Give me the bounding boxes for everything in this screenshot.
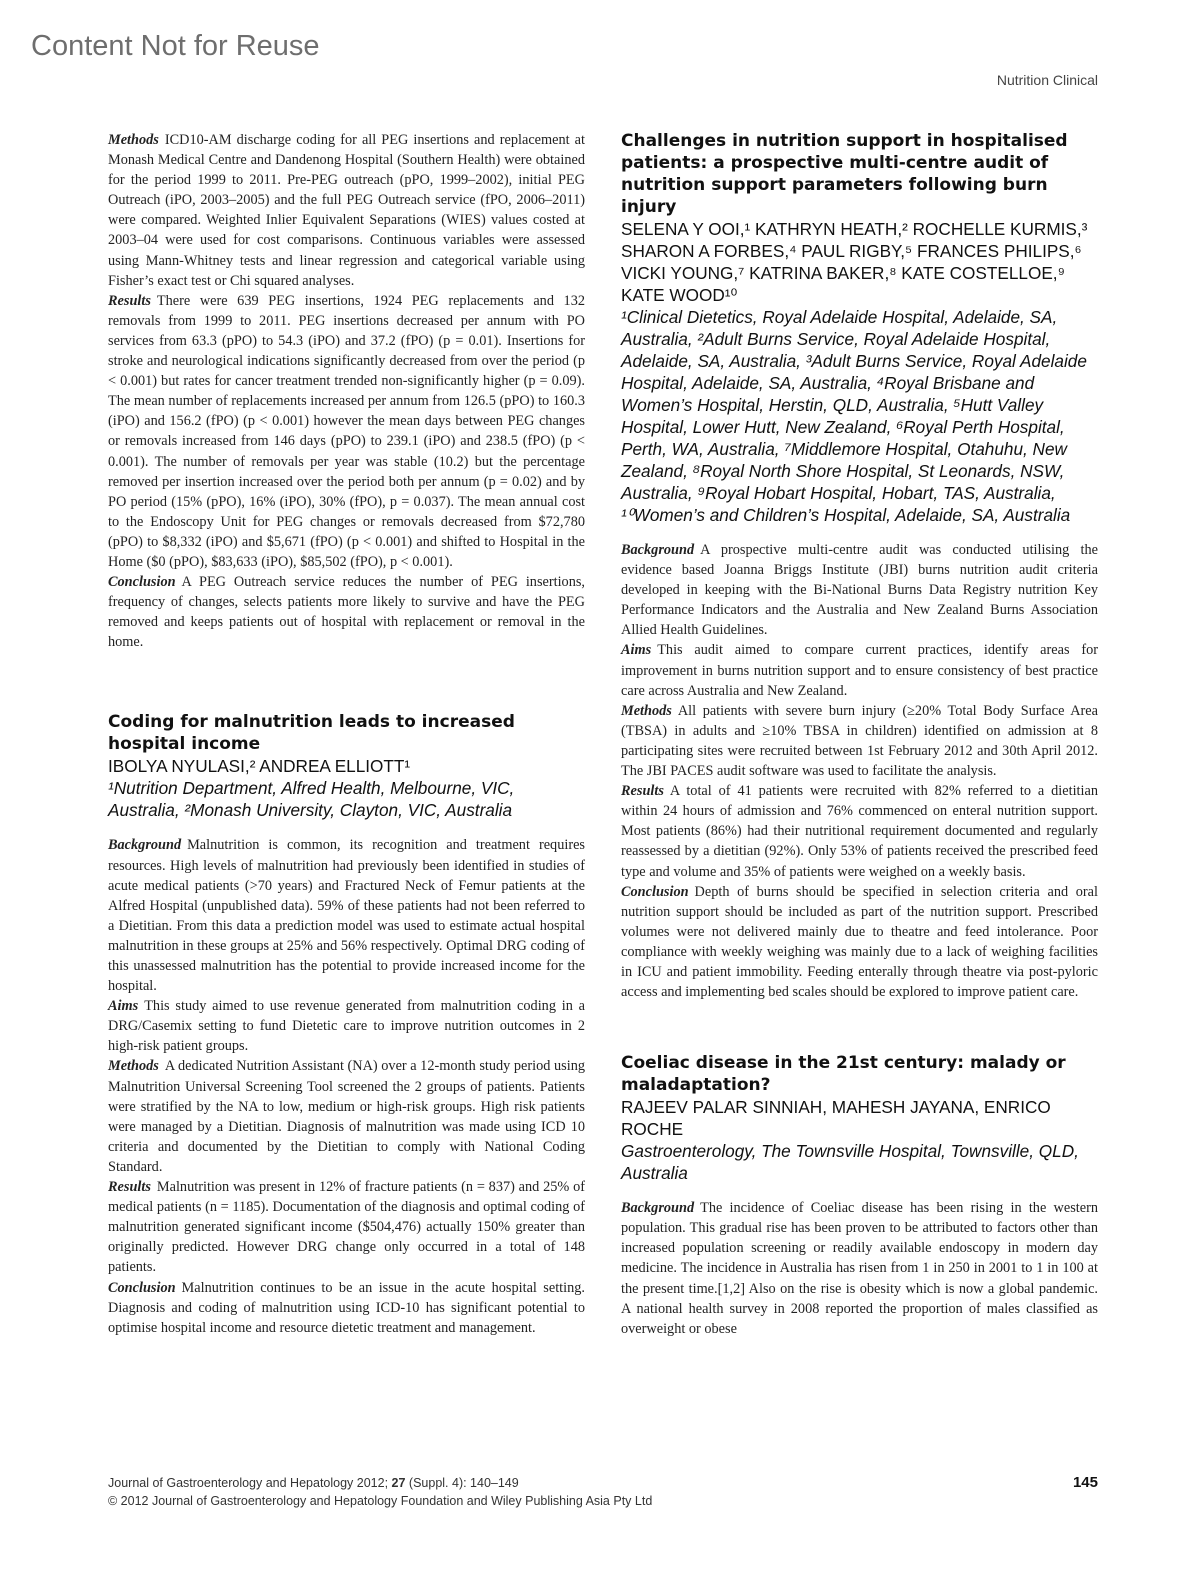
page-number: 145 bbox=[1072, 1474, 1098, 1491]
journal-volume: 27 bbox=[391, 1476, 406, 1490]
conclusion-paragraph bbox=[621, 882, 1098, 1003]
author-list: IBOLYA NYULASI,² ANDREA ELLIOTT¹ bbox=[108, 756, 411, 777]
conclusion-label: Conclusion bbox=[108, 1279, 176, 1296]
methods-label: Methods bbox=[108, 132, 159, 148]
conclusion-label: Conclusion bbox=[108, 574, 176, 591]
conclusion-paragraph bbox=[108, 1278, 585, 1338]
abstract-peg-outreach bbox=[108, 130, 585, 652]
affiliation-list: Gastroenterology, The Townsville Hospital, Townsville, QLD, Australia bbox=[621, 1141, 1079, 1184]
methods-text: All patients with severe burn injury (≥20% Total Body Surface Area (TBSA) in adults and ≥10% TBSA in children) identified on admission at 8 participating sites were recruited between 1st February 2012 and 30th April 2012. The JBI PACES audit software was used to facilitate the analysis. bbox=[621, 702, 1098, 780]
conclusion-paragraph bbox=[108, 572, 585, 652]
abstract-title: Coeliac disease in the 21st century: malady or maladaptation? bbox=[621, 1053, 1066, 1096]
abstract-title: Challenges in nutrition support in hospitalised patients: a prospective multi-centre audit of nutrition support parameters following burn injury bbox=[621, 131, 1068, 217]
aims-label: Aims bbox=[621, 642, 652, 659]
background-label: Background bbox=[621, 542, 695, 558]
background-label: Background bbox=[108, 837, 182, 854]
abstract-burns-nutrition bbox=[621, 130, 1098, 1002]
affiliation-list: ¹Clinical Dietetics, Royal Adelaide Hospital, Adelaide, SA, Australia, ²Adult Burns Service, Royal Adelaide Hospital, Adelaide, SA, Australia, ³Adult Burns Service, Royal Adelaide Hospital, Adelaide, SA, Australia, ⁴Royal Brisbane and Women’s Hospital, Herstin, QLD, Australia, ⁵Hutt Valley Hospital, Lower Hutt, New Zealand, ⁶Royal Perth Hospital, Perth, WA, Australia, ⁷Middlemore Hospital, Otahuhu, New Zealand, ⁸Royal North Shore Hospital, St Leonards, NSW, Australia, ⁹Royal Hobart Hospital, Hobart, TAS, Australia, ¹⁰Women’s and Children’s Hospital, Adelaide, SA, Australia bbox=[621, 307, 1087, 525]
aims-text: This study aimed to use revenue generated from malnutrition coding in a DRG/Casemix setting to fund Dietetic care to improve nutrition outcomes in 2 high-risk patient groups. bbox=[108, 998, 585, 1055]
journal-name: Journal of Gastroenterology and Hepatology 2012; bbox=[108, 1476, 392, 1490]
results-paragraph bbox=[108, 1177, 585, 1277]
background-text: A prospective multi-centre audit was conducted utilising the evidence based Joanna Briggs Institute (JBI) burns nutrition audit criteria developed in keeping with the Bi-National Burns Data Registry nutrition Key Performance Indicators and the Australia and New Zealand Burns Association Allied Health Guidelines. bbox=[621, 542, 1098, 639]
results-label: Results bbox=[108, 1179, 151, 1196]
methods-label: Methods bbox=[108, 1058, 159, 1075]
conclusion-text: A PEG Outreach service reduces the number of PEG insertions, frequency of changes, selects patients more likely to survive and have the PEG removed and keeps patients out of hospital with replacement or removal in the home. bbox=[108, 574, 585, 651]
background-paragraph bbox=[621, 540, 1098, 640]
methods-paragraph bbox=[108, 1056, 585, 1177]
abstract-coding-malnutrition bbox=[108, 711, 585, 1337]
copyright-notice: © 2012 Journal of Gastroenterology and Hepatology Foundation and Wiley Publishing Asia Pty Ltd bbox=[108, 1494, 653, 1508]
aims-label: Aims bbox=[108, 998, 139, 1015]
aims-paragraph bbox=[108, 996, 585, 1056]
conclusion-text: Malnutrition continues to be an issue in the acute hospital setting. Diagnosis and coding of malnutrition using ICD-10 has significant potential to optimise hospital income and resource dietetic treatment and management. bbox=[108, 1279, 585, 1336]
right-column bbox=[621, 130, 1098, 1339]
author-list: RAJEEV PALAR SINNIAH, MAHESH JAYANA, ENRICO ROCHE bbox=[621, 1097, 1051, 1140]
watermark: Content Not for Reuse bbox=[31, 30, 320, 62]
results-label: Results bbox=[108, 292, 151, 309]
results-paragraph bbox=[621, 781, 1098, 881]
background-text: Malnutrition is common, its recognition and treatment requires resources. High levels of malnutrition had previously been identified in studies of acute medical patients (>70 years) and Fractured Neck of Femur patients at the Alfred Hospital (unpublished data). 59% of these patients had not been referred to a Dietitian. From this data a prediction model was used to estimate actual hospital malnutrition in these groups at 25% and 56% respectively. Optimal DRG coding of this unassessed malnutrition has the potential to provide increased income for the hospital. bbox=[108, 837, 585, 995]
left-column bbox=[108, 130, 585, 1338]
results-text: Malnutrition was present in 12% of fracture patients (n = 837) and 25% of medical patients (n = 1185). Documentation of the diagnosis and optimal coding of malnutrition generated significant income ($504,476) actually 150% greater than originally predicted. However DRG change only occurred in a total of 148 patients. bbox=[108, 1179, 585, 1276]
results-paragraph bbox=[108, 291, 585, 572]
journal-issue-pages: (Suppl. 4): 140–149 bbox=[405, 1476, 519, 1490]
aims-text: This audit aimed to compare current practices, identify areas for improvement in burns nutrition support and to ensure consistency of best practice care across Australia and New Zealand. bbox=[621, 642, 1098, 699]
author-list: SELENA Y OOI,¹ KATHRYN HEATH,² ROCHELLE KURMIS,³ SHARON A FORBES,⁴ PAUL RIGBY,⁵ FRANCES PHILIPS,⁶ VICKI YOUNG,⁷ KATRINA BAKER,⁸ KATE COSTELLOE,⁹ KATE WOOD¹⁰ bbox=[621, 219, 1088, 305]
methods-text: A dedicated Nutrition Assistant (NA) over a 12-month study period using Malnutrition Universal Screening Tool screened the 2 groups of patients. Patients were stratified by the NA to low, medium or high-risk groups. High risk patients were managed by a Dietitian. Diagnosis of malnutrition was made using ICD 10 criteria and documented by the Dietitian to comply with National Coding Standard. bbox=[108, 1058, 585, 1175]
methods-text: ICD10-AM discharge coding for all PEG insertions and replacement at Monash Medical Centre and Dandenong Hospital (Southern Health) were obtained for the period 1999 to 2011. Pre-PEG outreach (pPO, 1999–2002), initial PEG Outreach (iPO, 2003–2005) and the full PEG Outreach service (fPO, 2006–2011) were compared. Weighted Inlier Equivalent Separations (WIES) values costed at 2003–04 were used for cost comparisons. Continuous variables were assessed using Mann-Whitney tests and linear regression and categorical variable using Fisher’s exact test or Chi squared analyses. bbox=[108, 132, 585, 289]
conclusion-label: Conclusion bbox=[621, 883, 689, 900]
methods-label: Methods bbox=[621, 702, 672, 719]
abstract-title: Coding for malnutrition leads to increased hospital income bbox=[108, 712, 515, 755]
background-paragraph bbox=[621, 1198, 1098, 1339]
results-text: A total of 41 patients were recruited with 82% referred to a dietitian within 24 hours of admission and 76% commenced on enteral nutrition support. Most patients (86%) had their nutritional requirement documented and regularly reassessed by a dietitian (92%). Only 53% of patients received the prescribed feed type and volume and 35% of patients were weighed on a weekly basis. bbox=[621, 783, 1098, 880]
background-label: Background bbox=[621, 1200, 695, 1217]
conclusion-text: Depth of burns should be specified in selection criteria and oral nutrition support should be included as part of the nutrition support. Prescribed volumes were not delivered mainly due to theatre and feed intolerance. Poor compliance with weekly weighing was mainly due to a lack of weighing facilities in ICU and patient immobility. Feeding enterally through theatre via post-pyloric access and implementing bed scales should be explored to improve patient care. bbox=[621, 883, 1098, 1001]
background-paragraph bbox=[108, 835, 585, 996]
methods-paragraph bbox=[108, 130, 585, 291]
affiliation-list: ¹Nutrition Department, Alfred Health, Melbourne, VIC, Australia, ²Monash University, Clayton, VIC, Australia bbox=[108, 778, 515, 821]
aims-paragraph bbox=[621, 640, 1098, 700]
results-text: There were 639 PEG insertions, 1924 PEG replacements and 132 removals from 1999 to 2011. PEG insertions decreased per annum with PO services from 63.3 (pPO) to 54.3 (iPO) and 37.2 (fPO) (p = 0.01). Insertions for stroke and neurological indications significantly decreased from over the period (p < 0.001) but rates for cancer treatment trended non-significantly higher (p = 0.09). The mean number of replacements increased per annum from 126.5 (pPO) to 160.3 (iPO) and 156.2 (fPO) (p < 0.001) however the mean days between PEG changes or removals increased from 146 days (pPO) to 239.1 (iPO) and 238.5 (fPO) (p < 0.001). The number of removals per year was stable (10.2) but the percentage removed per insertion increased over the period both per annum (p = 0.02) and by PO period (15% (pPO), 16% (iPO), 30% (fPO), p = 0.037). The mean annual cost to the Endoscopy Unit for PEG changes or removals decreased from $72,780 (pPO) to $8,332 (iPO) and $5,671 (fPO) (p < 0.001) and shifted to Hospital in the Home ($0 (pPO), $83,633 (iPO), $85,502 (fPO), p < 0.001). bbox=[108, 292, 585, 570]
abstract-coeliac-disease bbox=[621, 1052, 1098, 1339]
background-text: The incidence of Coeliac disease has been rising in the western population. This gradual rise has been proven to be attributed to factors other than increased population screening or readily available endoscopy in modern day medicine. The incidence in Australia has risen from 1 in 250 in 2001 to 1 in 100 at the present time.[1,2] Also on the rise is obesity which is now a global pandemic. A national health survey in 2008 reported the proportion of males classified as overweight or obese bbox=[621, 1200, 1098, 1337]
journal-citation bbox=[108, 1476, 519, 1490]
results-label: Results bbox=[621, 783, 664, 800]
running-head: Nutrition Clinical bbox=[996, 72, 1098, 88]
methods-paragraph bbox=[621, 701, 1098, 781]
